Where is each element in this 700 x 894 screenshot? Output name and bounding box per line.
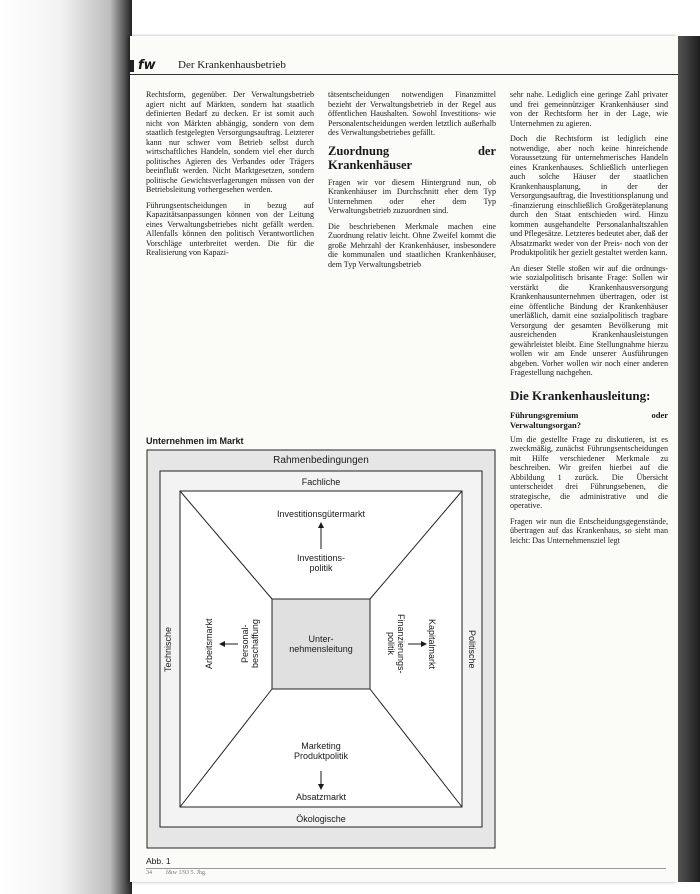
label-fachliche: Fachliche [301, 477, 341, 487]
paragraph: Die beschriebenen Merkmale machen eine Zuordnung relativ leicht. Ohne Zweifel kommt die große Mehrzahl der Krankenhäuser, insbesondere die kommunalen und staatlichen Krankenhäuser, dem Typ Verwaltungsbetrieb [328, 221, 496, 269]
label-oekologische: Ökologische [296, 814, 346, 824]
header-marker [130, 60, 134, 72]
paragraph: Führungsentscheidungen in bezug auf Kapazitätsanpassungen können von der Leitung eines Verwaltungsbetriebes nicht gefällt werden. Allenfalls können den politisch Verantwortlichen Vorschläge unterbreitet werden. Die für die Realisierung von Kapazi- [146, 200, 314, 257]
footer-source: f&w 1/93 5. Jhg. [166, 870, 207, 876]
paragraph: Fragen wir nun die Entscheidungsgegenstände, übertragen auf das Krankenhaus, so sieht man leicht: Das Unternehmensziel legt [510, 516, 668, 545]
label-arbeitsmarkt: Arbeitsmarkt [204, 618, 214, 670]
label-investitionsguetermarkt: Investitionsgütermarkt [276, 509, 366, 519]
text-column-2 [328, 90, 496, 275]
section-heading: Die Krankenhausleitung: [510, 387, 651, 403]
running-title: Der Krankenhausbetrieb [178, 59, 286, 71]
market-diagram [146, 449, 496, 849]
paragraph: Doch die Rechtsform ist lediglich eine notwendige, aber noch keine hinreichende Voraussetzung für unternehmerisches Handeln eines Krankenhauses. Schließlich unterliegen auch solche Häuser der staatlichen Krankenhausplanung, in der der Versorgungsauftrag, die Investitionsplanung und -finanzierung einschließlich Großgeräteplanung durch den Staat entschieden wird. Hinzu kommen ausgehandelte Personalanhaltszahlen und Pflegesätze. Letzteres bedeutet aber, daß der Absatzmarkt weder von der Preis- noch von der Produktpolitik her gezielt gestaltet werden kann. [510, 134, 668, 257]
paragraph: Fragen wir vor diesem Hintergrund nun, ob Krankenhäuser im Durchschnitt eher dem Typ Unternehmen oder eher dem Typ Verwaltungsbetrieb zuzuordnen sind. [328, 177, 496, 215]
label-personalbeschaffung: Personal- beschaffung [240, 619, 260, 669]
label-investitionspolitik: Investitions- politik [296, 553, 346, 573]
paragraph: An dieser Stelle stoßen wir auf die ordnungs- wie sozialpolitisch brisante Frage: Sollen wir verstärkt die Krankenhausversorgung Krankenhausunternehmen übertragen, oder ist eine öffentliche Bindung der Krankenhäuser unerläßlich, damit eine sozialpolitisch tragbare Versorgung der gesamten Bevölkerung mit ausreichenden Krankenhausleistungen gewährleistet bleibt. Eine Stellungnahme hierzu wollen wir am Ende unserer Ausführungen abgeben. Vorher wollen wir noch einer anderen Fragestellung nachgehen. [510, 263, 668, 377]
label-marketing: Marketing Produktpolitik [293, 741, 349, 761]
label-kapitalmarkt: Kapitalmarkt [427, 618, 437, 670]
figure-caption: Abb. 1 [146, 856, 171, 866]
page-footer [146, 868, 666, 877]
figure-title: Unternehmen im Markt [146, 436, 244, 446]
paragraph: Um die gestellte Frage zu diskutieren, ist es zweckmäßig, zunächst Führungsentscheidungen mit Hilfe verschiedener Merkmale zu beschreiben. Wir greifen hierbei auf die Abbildung 1 zurück. Die Übersicht unterscheidet drei Führungsebenen, die strategische, die administrative und die operative. [510, 434, 668, 510]
label-technische: Technische [163, 626, 173, 672]
text-column-3 [510, 90, 668, 551]
label-finanzierungspolitik: Finanzierungs- politik [386, 614, 406, 674]
label-absatzmarkt: Absatzmarkt [295, 792, 346, 802]
label-unternehmensleitung: Unter- nehmensleitung [289, 634, 353, 654]
magazine-page [130, 36, 678, 882]
paragraph: sehr nahe. Lediglich eine geringe Zahl privater und frei gemeinnütziger Krankenhäuser sind von der Rechtsform her in der Lage, wie Unternehmen zu agieren. [510, 90, 668, 128]
running-header [130, 58, 678, 75]
page-number: 34 [146, 870, 152, 876]
text-column-1 [146, 90, 314, 264]
section-heading: Zuordnung der Krankenhäuser [328, 143, 496, 172]
paragraph: Rechtsform, gegenüber. Der Verwaltungsbetrieb agiert nicht auf Märkten, sondern hat staatlich definierten Bedarf zu decken. Er ist somit auch nicht von Märkten abhängig, sondern von dem staatlich festgelegten Versorgungsauftrag. Letzterer kann nur schwer vom Betrieb selbst durch wirtschaftliches Handeln, sondern viel eher durch politisches Agieren des Verbandes oder Trägers beeinflußt werden. Nicht Marktgesetzen, sondern politische Gewichtsverlagerungen müssen von der Betriebsleitung vorhergesehen werden. [146, 90, 314, 194]
label-politische: Politische [467, 629, 477, 669]
paragraph: tätsentscheidungen notwendigen Finanzmittel bezieht der Verwaltungsbetrieb in der Regel aus öffentlichen Haushalten. Sowohl Investitions- wie Personalentscheidungen werden letztlich außerhalb des Verwaltungsbetriebes gefällt. [328, 90, 496, 137]
book-spine-shadow [0, 0, 132, 894]
publication-logo: fw [138, 58, 156, 73]
scan-edge [678, 36, 700, 882]
section-subheading: Führungsgremium oder Verwaltungsorgan? [510, 409, 668, 430]
label-rahmenbedingungen: Rahmenbedingungen [273, 455, 369, 466]
